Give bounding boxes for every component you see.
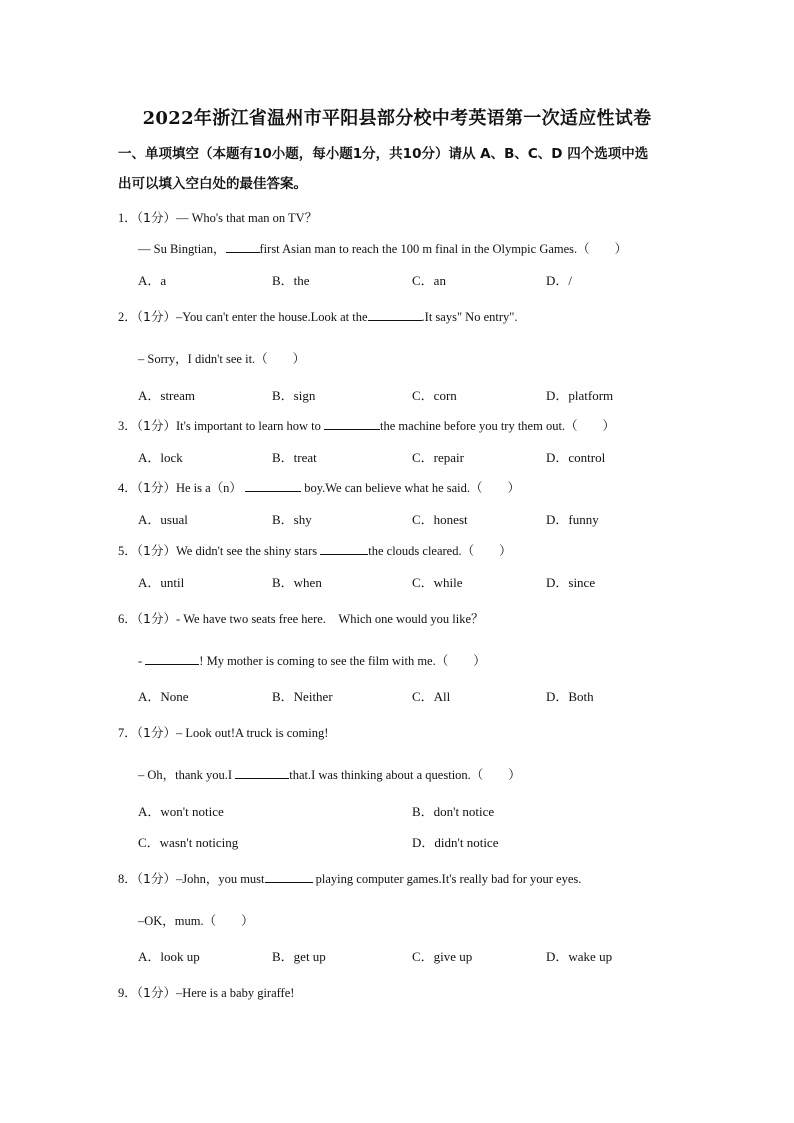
option-c: C．honest: [412, 512, 468, 527]
answer-blank: [145, 652, 199, 665]
option-b: B．treat: [272, 450, 317, 465]
option-c: C．corn: [412, 388, 457, 403]
question-6: [118, 609, 484, 627]
question-text: .It says" No entry".: [421, 310, 518, 324]
question-number: 5．: [118, 544, 137, 558]
question-text: –You can't enter the house.Look at the: [175, 310, 368, 324]
answer-blank: [324, 417, 380, 430]
question-5: [118, 541, 512, 559]
question-2: [118, 307, 518, 325]
question-text: –John，you must: [175, 872, 265, 886]
question-text: He is a（n）: [175, 481, 246, 495]
option-b: B．shy: [272, 512, 312, 527]
option-d: D．didn't notice: [412, 835, 499, 850]
question-score: （1分）: [136, 309, 176, 324]
question-number: 1．: [118, 211, 137, 225]
question-number: 8．: [118, 872, 137, 886]
option-a: A．lock: [138, 450, 183, 465]
option-c: C．give up: [412, 949, 473, 964]
page-title: 2022年浙江省温州市平阳县部分校中考英语第一次适应性试卷: [142, 108, 652, 129]
question-8: [118, 869, 581, 887]
option-a: A．stream: [138, 388, 196, 403]
question-number: 9．: [118, 986, 137, 1000]
question-score: （1分）: [136, 210, 176, 225]
question-text: boy.We can believe what he said.（ ）: [301, 481, 521, 495]
option-b: B．sign: [272, 388, 316, 403]
question-score: （1分）: [136, 543, 176, 558]
question-score: （1分）: [136, 985, 176, 1000]
question-number: 7．: [118, 726, 137, 740]
question-text: -: [138, 654, 146, 668]
option-d: D．wake up: [546, 949, 613, 964]
question-8-line-2: [138, 911, 254, 929]
question-text: –Here is a baby giraffe!: [175, 986, 295, 1000]
option-c: C．repair: [412, 450, 464, 465]
option-d: D．platform: [546, 388, 614, 403]
option-a: A．a: [138, 273, 167, 288]
question-text: playing computer games.It's really bad for your eyes.: [312, 872, 582, 886]
question-1-line-2: [138, 239, 627, 257]
question-score: （1分）: [136, 418, 176, 433]
option-a: A．look up: [138, 949, 200, 964]
question-text: – Look out!A truck is coming!: [175, 726, 329, 740]
question-4: [118, 478, 520, 496]
section-heading-line-2: 出可以填入空白处的最佳答案。: [118, 176, 307, 192]
question-text: first Asian man to reach the 100 m final in the Olympic Games.（ ）: [259, 242, 628, 256]
question-text: - We have two seats free here. Which one would you like？: [175, 612, 484, 626]
question-text: that.I was thinking about a question.（ ）: [289, 768, 521, 782]
option-b: B．Neither: [272, 689, 333, 704]
question-3: [118, 416, 615, 434]
question-text: — Who's that man on TV？: [175, 211, 318, 225]
option-d: D．control: [546, 450, 606, 465]
question-7: [118, 723, 328, 741]
option-b: B．don't notice: [412, 804, 495, 819]
option-c: C．wasn't noticing: [138, 835, 239, 850]
option-b: B．when: [272, 575, 322, 590]
answer-blank: [368, 308, 422, 321]
question-number: 4．: [118, 481, 137, 495]
option-a: A．None: [138, 689, 189, 704]
question-text: — Su Bingtian，: [138, 242, 226, 256]
question-text: ! My mother is coming to see the film with me.（ ）: [199, 654, 486, 668]
question-number: 6．: [118, 612, 137, 626]
answer-blank: [235, 766, 289, 779]
question-text: We didn't see the shiny stars: [175, 544, 321, 558]
question-score: （1分）: [136, 725, 176, 740]
question-score: （1分）: [136, 611, 176, 626]
question-7-line-2: [138, 765, 521, 783]
question-score: （1分）: [136, 480, 176, 495]
question-text: It's important to learn how to: [175, 419, 325, 433]
answer-blank: [226, 240, 260, 253]
question-score: （1分）: [136, 871, 176, 886]
question-number: 2．: [118, 310, 137, 324]
question-text: the machine before you try them out.（ ）: [380, 419, 616, 433]
answer-blank: [245, 479, 301, 492]
section-heading-line-1: 一、单项填空（本题有10小题，每小题1分，共10分）请从 A、B、C、D 四个选项中选: [118, 146, 649, 162]
option-d: D．funny: [546, 512, 599, 527]
question-number: 3．: [118, 419, 137, 433]
question-text: the clouds cleared.（ ）: [368, 544, 512, 558]
question-text: –OK，mum.（ ）: [138, 914, 254, 928]
option-b: B．the: [272, 273, 310, 288]
option-d: D．/: [546, 273, 573, 288]
answer-blank: [265, 870, 313, 883]
question-6-line-2: [138, 651, 486, 669]
option-a: A．won't notice: [138, 804, 224, 819]
option-a: A．until: [138, 575, 185, 590]
option-a: A．usual: [138, 512, 188, 527]
option-d: D．since: [546, 575, 596, 590]
question-text: – Sorry，I didn't see it.（ ）: [138, 352, 306, 366]
question-9: [118, 983, 294, 1001]
question-2-line-2: [138, 349, 305, 367]
question-text: – Oh，thank you.I: [138, 768, 236, 782]
option-c: C．an: [412, 273, 446, 288]
option-d: D．Both: [546, 689, 594, 704]
option-c: C．All: [412, 689, 451, 704]
option-b: B．get up: [272, 949, 326, 964]
option-c: C．while: [412, 575, 463, 590]
answer-blank: [320, 542, 368, 555]
section-heading: [118, 139, 678, 199]
question-1: [118, 208, 317, 226]
